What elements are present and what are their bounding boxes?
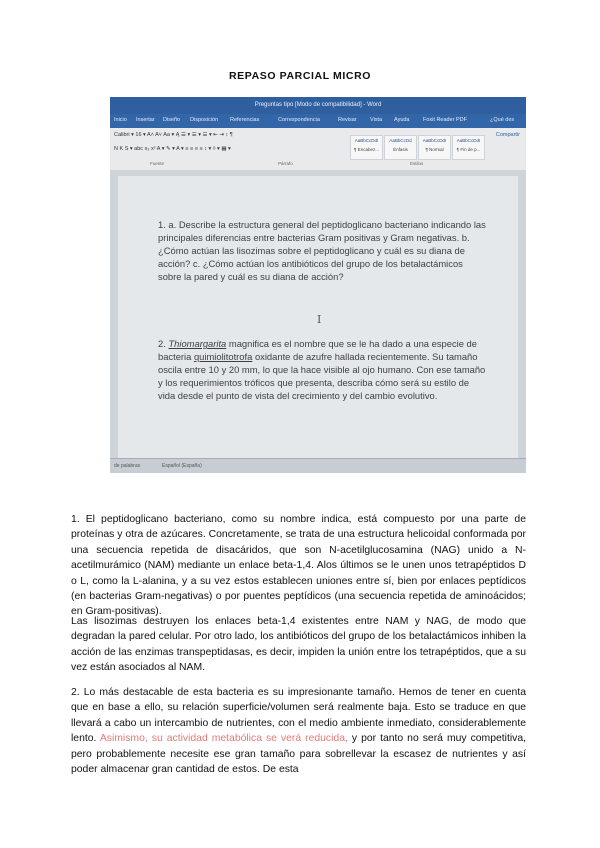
- question-1: 1. a. Describe la estructura general del peptidoglicano bacteriano indicando las principales diferencias entre bacterias Gram positivas y Gram negativas. b. ¿Cómo actúan las lisozimas sobre el peptidoglicano y cuál es su diana de acción? c. ¿Cómo actúan los antibióticos del grupo de los betalactámicos sobre la pared y cuál es su diana de acción?: [158, 219, 486, 282]
- style-emphasis: AaBbCcDd Énfasis: [384, 135, 417, 160]
- style-end: AaBbCcDdI ¶ Fin de p...: [452, 135, 485, 160]
- tab-inicio: Inicio: [114, 117, 127, 123]
- tab-vista: Vista: [370, 117, 383, 123]
- document-area: [110, 170, 526, 458]
- ribbon: [110, 128, 526, 171]
- tab-diseno: Diseño: [163, 117, 181, 123]
- window-title: Preguntas tipo [Modo de compatibilidad] - Word: [254, 102, 382, 108]
- question-2: 2. Thiomargarita magnifica es el nombre que se le ha dado a una especie de bacteria quimiolitotrofa oxidante de azufre hallada recientemente. Su tamaño oscila entre 10 y 20 mm, lo que la hace visible al ojo humano. Con ese tamaño y los requerimientos tróficos que presenta, describa cómo será su estilo de vida desde el punto de vista del crecimiento y del cambio evolutivo.: [158, 338, 486, 401]
- highlighted-text: Asimismo, su actividad metabólica se verá reducida,: [99, 733, 348, 745]
- font-toolbar-row: Calibri ▾ 16 ▾ A˄ A˅ Aa ▾ Ą ☰ ▾ ☰ ▾ ☰ ▾ ⇤ ⇥ ↕ ¶: [114, 132, 233, 138]
- language-status: Español (España): [162, 463, 202, 469]
- answer-2: 2. Lo más destacable de esta bacteria es su impresionante tamaño. Hemos de tener en cuenta que en base a ello, su relación superficie/volumen será realmente baja. Esto se traduce en que llevará a cabo un intercambio de nutrientes, con el medio ambiente inmediato, considerablemente lento. Asimismo, su actividad metabólica se verá reducida, y por tanto no será muy competitiva, pero probablemente necesite ese gran tamaño para sobrellevar la escasez de nutrientes y así poder almacenar gran cantidad de estos. De esta: [71, 687, 527, 776]
- style-normal: AaBbCcDdI ¶ Normal: [418, 135, 451, 160]
- word-screenshot-photo: [110, 97, 526, 473]
- tab-ayuda: Ayuda: [394, 117, 410, 123]
- answer-1-lysozymes: Las lisozimas destruyen los enlaces beta-1,4 existentes entre NAM y NAG, de modo que degradan la pared celular. Por otro lado, los antibióticos del grupo de los betalactámicos inhiben la acción de las enzimas transpeptidasas, es decir, impiden la unión entre los tetrapéptidos, que a su vez están asociados al NAM.: [71, 616, 526, 674]
- tab-foxit: Foxit Reader PDF: [423, 117, 468, 123]
- document-page: [118, 176, 518, 462]
- text-cursor-icon: I: [317, 313, 322, 326]
- format-toolbar-row: N K S ▾ abc x₂ x² A ▾ ✎ ▾ A ▾ ≡ ≡ ≡ ≡ ↕ ▾ ◊ ▾ ▦ ▾: [114, 146, 231, 152]
- word-count-status: de palabras: [114, 463, 141, 469]
- page-title: REPASO PARCIAL MICRO: [228, 70, 372, 82]
- status-bar: [110, 458, 526, 473]
- species-name: Thiomargarita: [168, 338, 227, 349]
- tab-revisar: Revisar: [338, 117, 357, 123]
- tab-correspondencia: Correspondencia: [278, 117, 320, 123]
- style-heading: AaBbCcDdI ¶ Encabez...: [350, 135, 383, 160]
- group-label-font: Fuente: [150, 161, 165, 166]
- answer-1-structure: 1. El peptidoglicano bacteriano, como su nombre indica, está compuesto por una parte de proteínas y otra de azúcares. Concretamente, se trata de una estructura helicoidal conformada por una secuencia repetida de disacáridos, que son N-acetilglucosamina (NAG) unido a N-acetilmurámico (NAM) mediante un enlace beta-1,4. Alos últimos se le unen unos tetrapéptidos D o L, como la L-alanina, y a su vez estos establecen uniones entre sí, bien por enlaces peptídicos (en bacterias Gram-negativas) o por puentes peptídicos (una secuencia repetida de aminoácidos; en Gram-positivas).: [71, 514, 526, 618]
- window-titlebar: [110, 97, 526, 114]
- tell-me-search: ¿Qué des: [490, 117, 515, 123]
- group-label-styles: Estilos: [410, 161, 424, 166]
- tab-referencias: Referencias: [230, 117, 260, 123]
- group-label-paragraph: Párrafo: [278, 161, 293, 166]
- tab-disposicion: Disposición: [190, 117, 219, 123]
- term-quimiolitotrofa: quimiolitotrofa: [193, 351, 253, 362]
- tab-insertar: Insertar: [136, 117, 155, 123]
- share-button: Compartir: [495, 132, 520, 138]
- ribbon-tabs: [110, 114, 526, 128]
